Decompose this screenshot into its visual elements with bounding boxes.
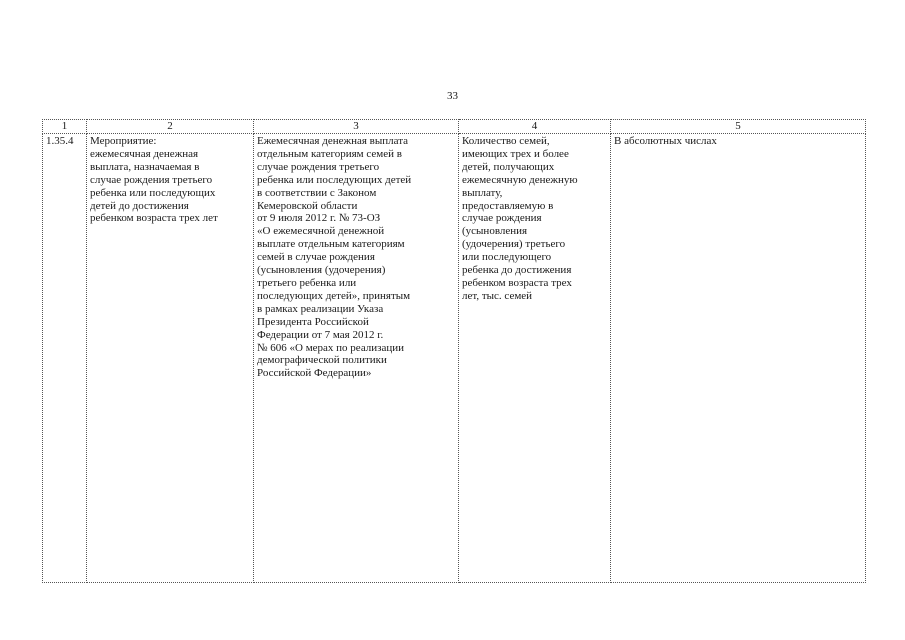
page-number: 33: [447, 90, 458, 102]
measure-cell: [87, 134, 254, 583]
row-code: 1.35.4: [46, 135, 74, 147]
row-code-cell: [43, 134, 87, 583]
indicator-cell: [459, 134, 611, 583]
column-header-2: 2: [87, 120, 254, 134]
table-header-row: [43, 120, 866, 134]
unit-cell: [611, 134, 866, 583]
indicator-text: Количество семей, имеющих трех и более детей, получающих ежемесячную денежную выплату, предоставляемую в случае рождения (усыновления (удочерения) третьего или последующего ребенка до достижения ребенком возраста трех лет, тыс. семей: [462, 135, 578, 302]
legal-basis-text: Ежемесячная денежная выплата отдельным категориям семей в случае рождения третьего ребенка или последующих детей в соответствии с Законом Кемеровской области от 9 июля 2012 г. № 73-ОЗ «О ежемесячной денежной выплате отдельным категориям семей в случае рождения (усыновления (удочерения) третьего ребенка или последующих детей», принятым в рамках реализации Указа Президента Российской Федерации от 7 мая 2012 г. № 606 «О мерах по реализации демографической политики Российской Федерации»: [257, 135, 412, 380]
legal-basis-cell: [254, 134, 459, 583]
table-row: [43, 134, 866, 583]
measure-text: Мероприятие: ежемесячная денежная выплата, назначаемая в случае рождения третьего ребенка или последующих детей до достижения ребенком возраста трех лет: [90, 135, 218, 225]
column-header-1: 1: [43, 120, 87, 134]
document-table: [42, 119, 866, 583]
column-header-5: 5: [611, 120, 866, 134]
column-header-4: 4: [459, 120, 611, 134]
unit-text: В абсолютных числах: [614, 135, 717, 147]
column-header-3: 3: [254, 120, 459, 134]
